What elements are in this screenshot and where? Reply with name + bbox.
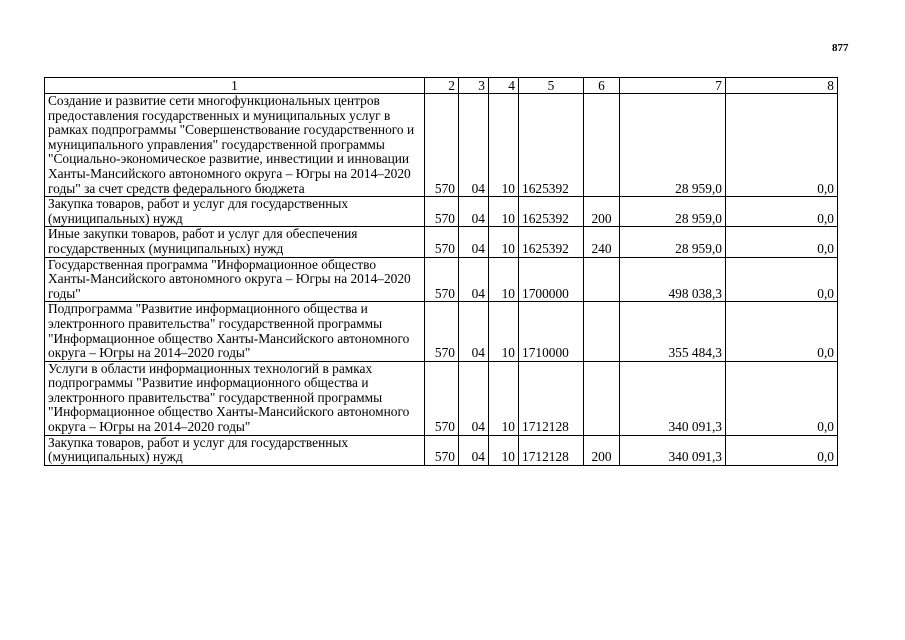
row-subsection-code: 10 bbox=[489, 227, 519, 257]
row-expense-type bbox=[584, 257, 620, 302]
header-row bbox=[45, 78, 838, 94]
row-target-code: 1625392 bbox=[519, 94, 584, 197]
row-ministry-code: 570 bbox=[425, 302, 459, 361]
row-amount-extra: 0,0 bbox=[726, 257, 838, 302]
row-ministry-code: 570 bbox=[425, 94, 459, 197]
row-target-code: 1710000 bbox=[519, 302, 584, 361]
row-expense-type: 240 bbox=[584, 227, 620, 257]
row-section-code: 04 bbox=[459, 94, 489, 197]
row-amount: 498 038,3 bbox=[620, 257, 726, 302]
row-section-code: 04 bbox=[459, 435, 489, 465]
row-amount-extra: 0,0 bbox=[726, 435, 838, 465]
table-row bbox=[45, 227, 838, 257]
row-amount: 340 091,3 bbox=[620, 361, 726, 435]
row-section-code: 04 bbox=[459, 361, 489, 435]
row-target-code: 1712128 bbox=[519, 435, 584, 465]
column-header-2: 2 bbox=[425, 78, 459, 94]
page-number: 877 bbox=[832, 42, 849, 54]
row-section-code: 04 bbox=[459, 302, 489, 361]
row-name: Закупка товаров, работ и услуг для государственных (муниципальных) нужд bbox=[45, 197, 425, 227]
row-subsection-code: 10 bbox=[489, 302, 519, 361]
row-expense-type: 200 bbox=[584, 197, 620, 227]
row-amount: 28 959,0 bbox=[620, 94, 726, 197]
row-subsection-code: 10 bbox=[489, 361, 519, 435]
row-amount-extra: 0,0 bbox=[726, 361, 838, 435]
row-amount: 28 959,0 bbox=[620, 227, 726, 257]
row-target-code: 1625392 bbox=[519, 197, 584, 227]
row-amount-extra: 0,0 bbox=[726, 94, 838, 197]
row-expense-type: 200 bbox=[584, 435, 620, 465]
row-name: Подпрограмма "Развитие информационного общества и электронного правительства" государственной программы "Информационное общество Ханты-Мансийского автономного округа – Югры на 2014–2020 годы" bbox=[45, 302, 425, 361]
table-row bbox=[45, 435, 838, 465]
table-row bbox=[45, 302, 838, 361]
row-name: Иные закупки товаров, работ и услуг для обеспечения государственных (муниципальных) нужд bbox=[45, 227, 425, 257]
row-ministry-code: 570 bbox=[425, 435, 459, 465]
row-target-code: 1700000 bbox=[519, 257, 584, 302]
row-expense-type bbox=[584, 302, 620, 361]
row-subsection-code: 10 bbox=[489, 435, 519, 465]
row-name: Создание и развитие сети многофункциональных центров предоставления государственных и муниципальных услуг в рамках подпрограммы "Совершенствование государственного и муниципального управления" государственной программы "Социально-экономическое развитие, инвестиции и инновации Ханты-Мансийского автономного округа – Югры на 2014–2020 годы" за счет средств федерального бюджета bbox=[45, 94, 425, 197]
row-subsection-code: 10 bbox=[489, 94, 519, 197]
row-section-code: 04 bbox=[459, 257, 489, 302]
row-name: Закупка товаров, работ и услуг для государственных (муниципальных) нужд bbox=[45, 435, 425, 465]
row-ministry-code: 570 bbox=[425, 227, 459, 257]
row-amount-extra: 0,0 bbox=[726, 197, 838, 227]
row-name: Услуги в области информационных технологий в рамках подпрограммы "Развитие информационного общества и электронного правительства" государственной программы "Информационное общество Ханты-Мансийского автономного округа – Югры на 2014–2020 годы" bbox=[45, 361, 425, 435]
row-amount-extra: 0,0 bbox=[726, 227, 838, 257]
row-amount: 340 091,3 bbox=[620, 435, 726, 465]
row-ministry-code: 570 bbox=[425, 361, 459, 435]
row-ministry-code: 570 bbox=[425, 197, 459, 227]
row-section-code: 04 bbox=[459, 197, 489, 227]
column-header-8: 8 bbox=[726, 78, 838, 94]
column-header-7: 7 bbox=[620, 78, 726, 94]
table-row bbox=[45, 94, 838, 197]
row-subsection-code: 10 bbox=[489, 257, 519, 302]
row-subsection-code: 10 bbox=[489, 197, 519, 227]
budget-table bbox=[44, 77, 838, 466]
column-header-4: 4 bbox=[489, 78, 519, 94]
row-expense-type bbox=[584, 94, 620, 197]
row-target-code: 1625392 bbox=[519, 227, 584, 257]
row-expense-type bbox=[584, 361, 620, 435]
column-header-3: 3 bbox=[459, 78, 489, 94]
row-target-code: 1712128 bbox=[519, 361, 584, 435]
column-header-6: 6 bbox=[584, 78, 620, 94]
row-amount: 28 959,0 bbox=[620, 197, 726, 227]
row-amount-extra: 0,0 bbox=[726, 302, 838, 361]
row-amount: 355 484,3 bbox=[620, 302, 726, 361]
table-row bbox=[45, 197, 838, 227]
table-row bbox=[45, 361, 838, 435]
row-name: Государственная программа "Информационное общество Ханты-Мансийского автономного округа – Югры на 2014–2020 годы" bbox=[45, 257, 425, 302]
row-section-code: 04 bbox=[459, 227, 489, 257]
column-header-5: 5 bbox=[519, 78, 584, 94]
column-header-1: 1 bbox=[45, 78, 425, 94]
row-ministry-code: 570 bbox=[425, 257, 459, 302]
table-row bbox=[45, 257, 838, 302]
